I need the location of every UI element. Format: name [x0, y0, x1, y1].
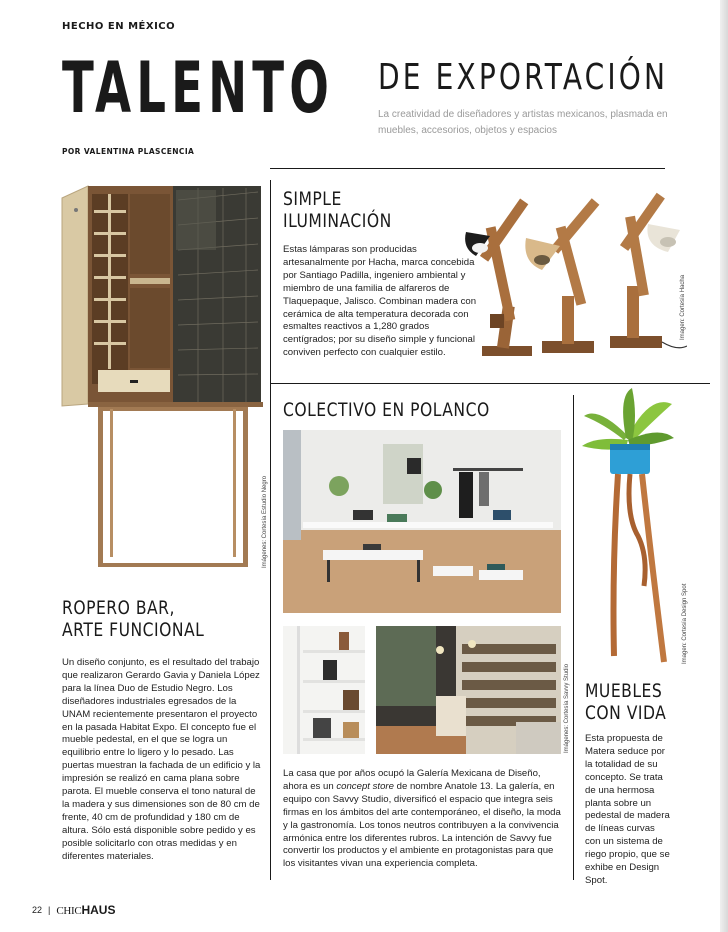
ropero-heading-line1: ROPERO BAR,: [62, 597, 175, 619]
brand-logo: [56, 903, 115, 917]
footer-separator: |: [48, 905, 51, 915]
ropero-body: Un diseño conjunto, es el resultado del trabajo que realizaron Gerardo Gavia y Daniela López para la línea Duo de Estudio Negro. Los diseñadores industriales egresados de la UNAM recientemente presentaron el proyecto en la pasada Habitat Expo. El concepto fue el mueble pedestal, en el que se logra un equilibrio entre lo ligero y lo pesado. Las puertas muestran la fachada de un edificio y la impresión se realizó en cama plana sobre parota. El mueble conserva el tono natural de la madera y sus dimensiones son de 80 cm de frente, 40 cm de profundidad y 180 cm de altura. Sólo está disponible sobre pedido y es posible solicitarlo con otras medidas y en diferentes materiales.: [62, 657, 261, 862]
deck-text: La creatividad de diseñadores y artistas mexicanos, plasmada en muebles, accesorios, objetos y espacios: [378, 109, 668, 136]
muebles-credit: Imagen: Cortesía Design Spot: [682, 583, 688, 664]
muebles-heading-line2: CON VIDA: [585, 702, 667, 724]
polanco-heading: COLECTIVO EN POLANCO: [283, 399, 490, 421]
column-divider-right: [573, 395, 574, 880]
page-edge-shadow: [720, 0, 728, 932]
lamps-photo: [462, 186, 687, 366]
lamps-bottom-rule: [270, 383, 710, 384]
polanco-credit: Imágenes: Cortesía Savvy Studio: [564, 663, 570, 753]
lamps-heading-line2: ILUMINACIÓN: [283, 210, 392, 232]
kicker: HECHO EN MÉXICO: [62, 21, 176, 32]
lamps-credit: Imagen: Cortesía Hacha: [680, 274, 686, 340]
lamps-heading-line1: SIMPLE: [283, 188, 342, 210]
byline: POR VALENTINA PLASCENCIA: [62, 147, 195, 156]
brand-logo-part1: CHIC: [56, 905, 82, 917]
polanco-body: [283, 768, 565, 871]
cabinet-photo: [58, 180, 263, 570]
brand-logo-part2: HAUS: [81, 903, 116, 917]
polanco-body-italic: concept store: [336, 780, 394, 792]
store-photo-gastronomy: [376, 626, 561, 754]
page-title: TALENTO: [62, 47, 335, 129]
column-divider-left: [270, 180, 271, 880]
muebles-body: Esta propuesta de Matera seduce por la totalidad de su concepto. Se trata de una hermosa planta sobre un pedestal de madera de líneas curvas con un sistema de riego propio, que se exhibe en Design Spot.: [585, 733, 670, 886]
planter-photo: [578, 386, 678, 668]
page-footer: [32, 903, 115, 917]
polanco-body-part1: La casa que por años ocupó la Galería Mexicana de Diseño, ahora es un: [283, 768, 541, 792]
ropero-heading-line2: ARTE FUNCIONAL: [62, 619, 205, 641]
store-photo-shelves: [283, 626, 365, 754]
lamps-body: Estas lámparas son producidas artesanalmente por Hacha, marca concebida por Santiago Padilla, ingeniero ambiental y miembro de una familia de alfareros de Tlaquepaque, Jalisco. Combinan madera con cerámica de alta temperatura decorada con esmaltes reactivos a 1,280 grados centígrados; por su diseño simple y funcional conviven perfecto con cualquier estilo.: [283, 244, 477, 359]
cabinet-credit: Imágenes: Cortesía Estudio Negro: [262, 475, 268, 568]
page-number: 22: [32, 905, 43, 915]
muebles-heading-line1: MUEBLES: [585, 680, 663, 702]
page-title-secondary: DE EXPORTACIÓN: [378, 57, 669, 98]
store-photo-main: [283, 430, 561, 613]
polanco-body-part2: de nombre Anatole 13. La galería, en equipo con Savvy Studio, diversificó el espacio que integra seis firmas en los ámbitos del arte contemporáneo, el diseño, la moda y la gastronomía. Los tonos neutros contribuyen a la convivencia armónica entre los diferentes rubros. La intención de Savvy fue convertir los productos y el ambiente en protagonistas para que los visitantes vivan una experiencia completa.: [283, 780, 561, 870]
header-rule: [270, 168, 665, 169]
